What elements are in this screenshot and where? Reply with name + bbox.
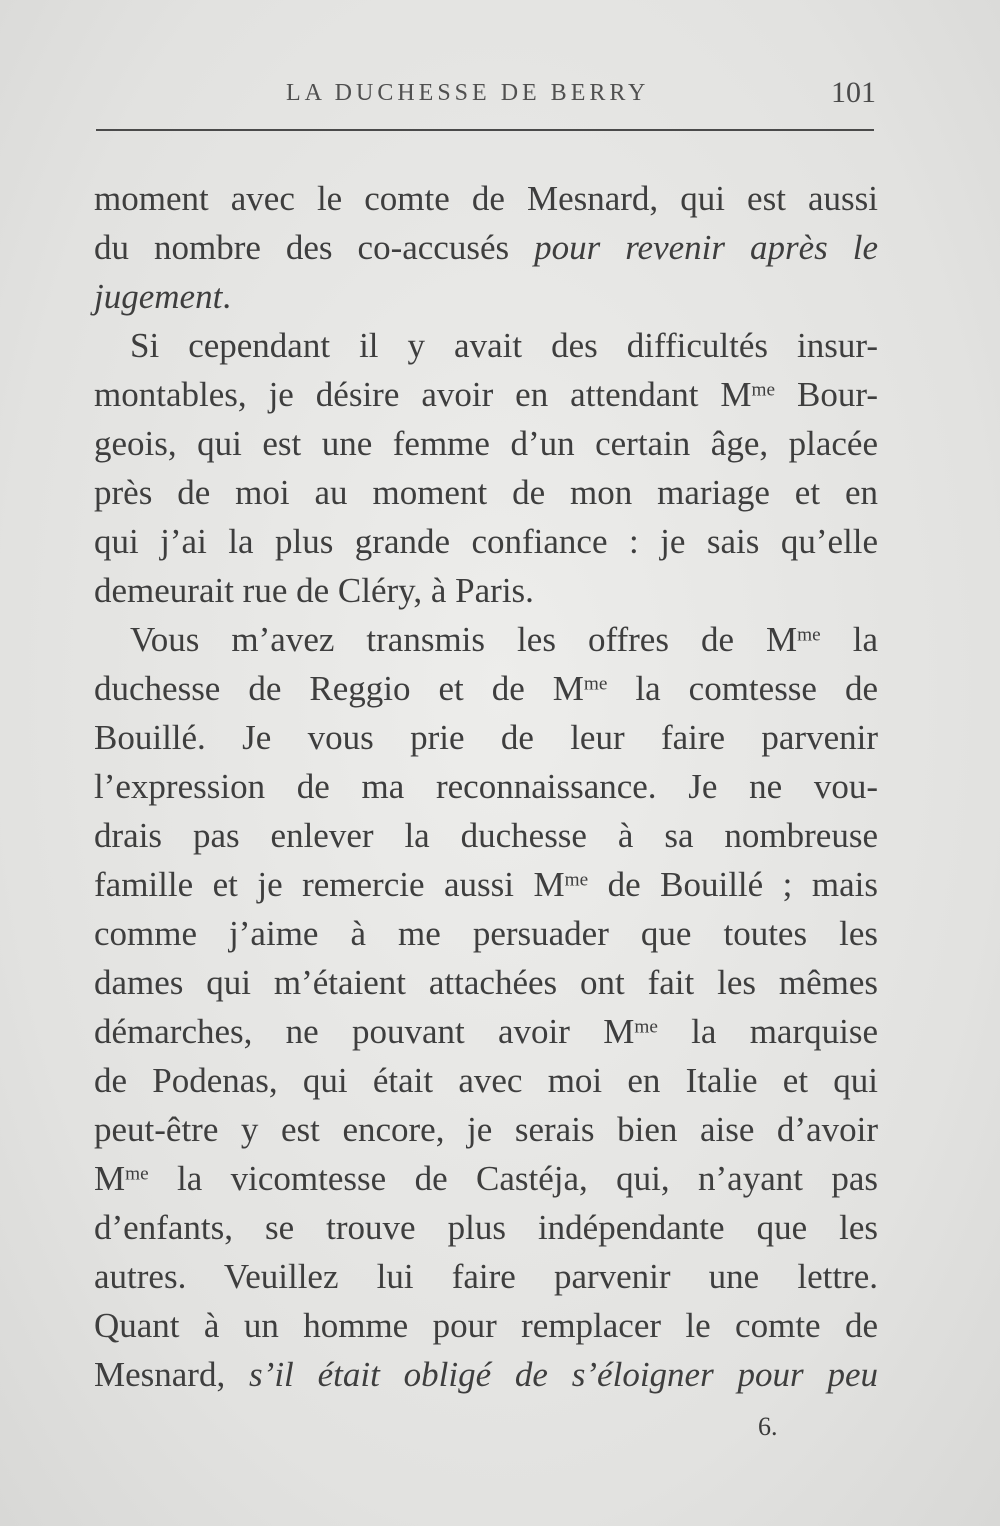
- text-segment: de Podenas, qui était avec moi en Italie et qui: [94, 1061, 878, 1100]
- text-segment: qui j’ai la plus grande confiance : je sais qu’elle: [94, 522, 878, 561]
- text-line: [94, 419, 878, 468]
- text-line: [94, 664, 878, 713]
- italic-segment: pour revenir après le: [534, 228, 879, 267]
- running-head: [96, 76, 876, 116]
- text-segment: peut-être y est encore, je serais bien aise d’avoir: [94, 1110, 878, 1149]
- text-segment: geois, qui est une femme d’un certain âge, placée: [94, 424, 878, 463]
- text-line: [94, 1252, 878, 1301]
- text-line: [94, 1105, 878, 1154]
- text-line: [94, 615, 878, 664]
- text-line: [94, 1007, 878, 1056]
- text-segment: la: [820, 620, 878, 659]
- text-segment: drais pas enlever la duchesse à sa nombreuse: [94, 816, 878, 855]
- text-segment: demeurait rue de Cléry, à Paris.: [94, 571, 534, 610]
- text-line: [94, 713, 878, 762]
- text-segment: la vicomtesse de Castéja, qui, n’ayant pas: [148, 1159, 878, 1198]
- text-segment: Mesnard,: [94, 1355, 250, 1394]
- text-segment: famille et je remercie aussi M: [94, 865, 565, 904]
- text-segment: d’enfants, se trouve plus indépendante que les: [94, 1208, 878, 1247]
- text-segment: près de moi au moment de mon mariage et en: [94, 473, 878, 512]
- superscript-abbrev: me: [583, 673, 608, 695]
- text-line: [94, 1350, 878, 1399]
- text-segment: Bouillé. Je vous prie de leur faire parvenir: [94, 718, 878, 757]
- text-line: [94, 272, 878, 321]
- superscript-abbrev: me: [125, 1163, 149, 1185]
- text-line: [94, 762, 878, 811]
- text-segment: .: [222, 277, 232, 316]
- text-segment: duchesse de Reggio et de M: [94, 669, 584, 708]
- superscript-abbrev: me: [751, 379, 776, 401]
- text-segment: du nombre des co-accusés: [94, 228, 535, 267]
- text-segment: de Bouillé ; mais: [588, 865, 878, 904]
- text-segment: la marquise: [657, 1012, 878, 1051]
- text-line: [94, 958, 878, 1007]
- text-segment: M: [94, 1159, 126, 1198]
- text-segment: montables, je désire avoir en attendant M: [94, 375, 752, 414]
- text-line: [94, 1154, 878, 1203]
- text-segment: Vous m’avez transmis les offres de M: [130, 620, 798, 659]
- signature-mark: 6.: [758, 1412, 778, 1441]
- italic-segment: jugement: [94, 277, 223, 316]
- text-segment: dames qui m’étaient attachées ont fait les mêmes: [94, 963, 878, 1002]
- text-line: [94, 517, 878, 566]
- text-line: [94, 1301, 878, 1350]
- text-segment: l’expression de ma reconnaissance. Je ne vou-: [94, 767, 878, 806]
- text-line: [94, 468, 878, 517]
- text-line: [94, 909, 878, 958]
- superscript-abbrev: me: [797, 624, 821, 646]
- text-segment: autres. Veuillez lui faire parvenir une lettre.: [94, 1257, 878, 1296]
- running-title: LA DUCHESSE DE BERRY: [286, 80, 650, 106]
- text-segment: Si cependant il y avait des difficultés insur-: [130, 326, 878, 365]
- text-line: [94, 223, 878, 272]
- text-line: [94, 321, 878, 370]
- superscript-abbrev: me: [564, 869, 589, 891]
- text-segment: comme j’aime à me persuader que toutes les: [94, 914, 878, 953]
- text-line: [94, 566, 878, 615]
- text-segment: moment avec le comte de Mesnard, qui est aussi: [94, 179, 878, 218]
- text-line: [94, 811, 878, 860]
- page-number: 101: [831, 76, 876, 109]
- header-rule: [96, 129, 874, 131]
- body-text: [94, 174, 878, 1399]
- text-line: [94, 1056, 878, 1105]
- text-line: [94, 370, 878, 419]
- italic-segment: s’il était obligé de s’éloigner pour peu: [249, 1355, 878, 1394]
- text-segment: démarches, ne pouvant avoir M: [94, 1012, 635, 1051]
- superscript-abbrev: me: [634, 1016, 658, 1038]
- text-segment: Quant à un homme pour remplacer le comte de: [94, 1306, 878, 1345]
- text-line: [94, 1203, 878, 1252]
- text-segment: la comtesse de: [607, 669, 878, 708]
- text-line: [94, 174, 878, 223]
- text-segment: Bour-: [775, 375, 878, 414]
- text-line: [94, 860, 878, 909]
